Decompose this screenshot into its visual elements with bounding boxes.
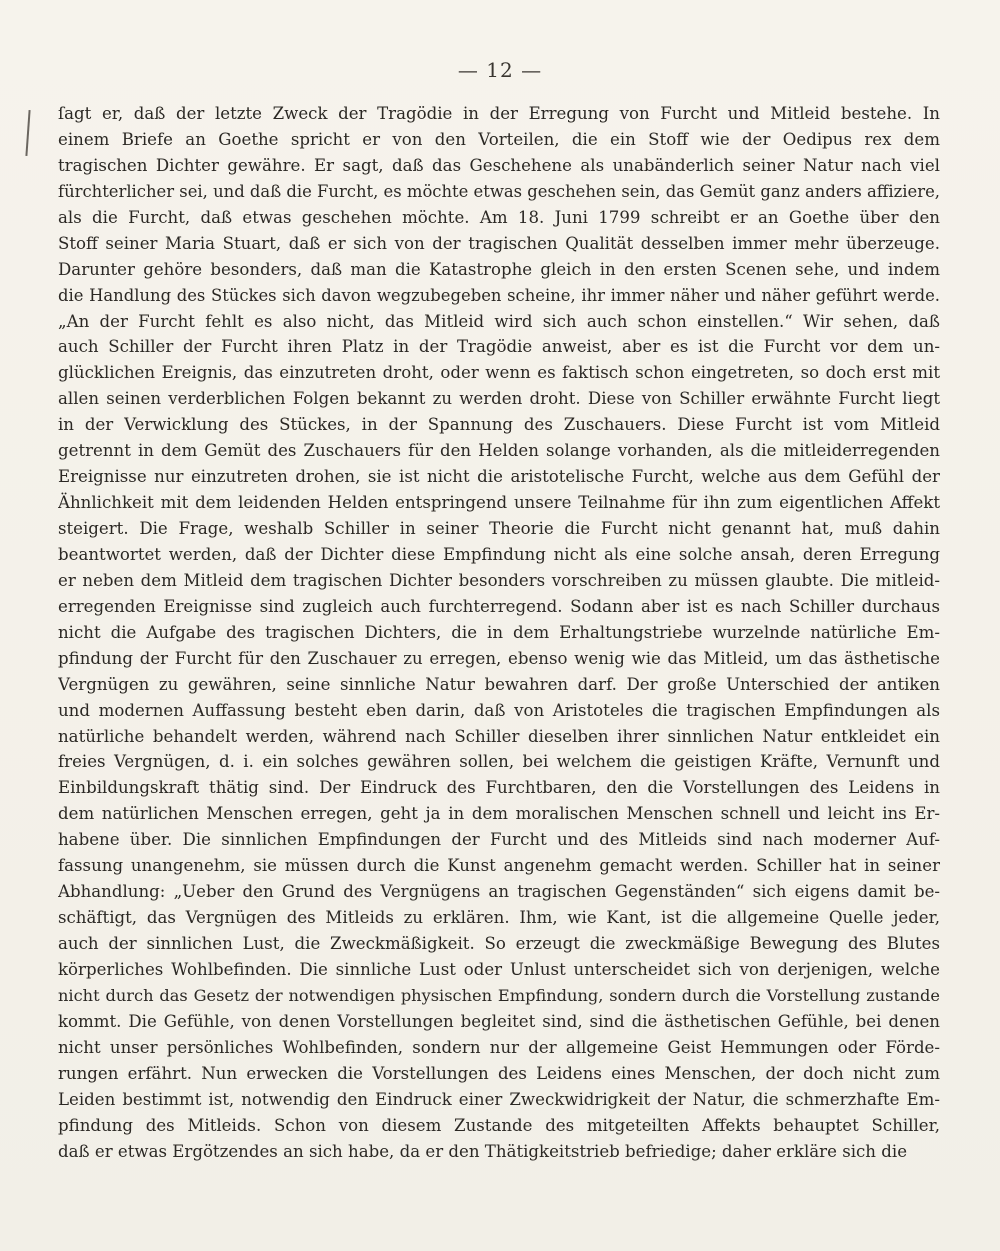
text-line: allen seinen verderblichen Folgen bekannt zu werden droht. Diese von Schiller erwähnte Furcht liegt xyxy=(58,389,940,409)
text-line: daß er etwas Ergötzendes an sich habe, da er den Thätigkeitstrieb befriedige; daher erkläre sich die xyxy=(58,1141,908,1161)
text-line: nicht durch das Gesetz der notwendigen physischen Empfindung, sondern durch die Vorstellung zustande xyxy=(58,985,940,1005)
page-number: — 12 — xyxy=(457,58,543,82)
margin-mark xyxy=(25,110,30,156)
text-line: in der Verwicklung des Stückes, in der Spannung des Zuschauers. Diese Furcht ist vom Mitleid xyxy=(58,415,940,435)
text-line: pfindung der Furcht für den Zuschauer zu erregen, ebenso wenig wie das Mitleid, um das ästhetische xyxy=(58,648,940,668)
text-line: tragischen Dichter gewähre. Er sagt, daß das Geschehene als unabänderlich seiner Natur nach viel xyxy=(58,155,940,175)
text-line: Abhandlung: „Ueber den Grund des Vergnügens an tragischen Gegenständen“ sich eigens damit be- xyxy=(58,882,940,902)
text-line: Darunter gehöre besonders, daß man die Katastrophe gleich in den ersten Scenen sehe, und indem xyxy=(58,259,940,279)
text-line: glücklichen Ereignis, das einzutreten droht, oder wenn es faktisch schon eingetreten, so doch erst mit xyxy=(58,363,940,383)
text-line: auch der sinnlichen Lust, die Zweckmäßigkeit. So erzeugt die zweckmäßige Bewegung des Blutes xyxy=(58,934,940,953)
text-line: natürliche behandelt werden, während nach Schiller dieselben ihrer sinnlichen Natur entkleidet ein xyxy=(58,726,940,746)
text-line: er neben dem Mitleid dem tragischen Dichter besonders vorschreiben zu müssen glaubte. Die mitleid- xyxy=(58,570,940,590)
text-line: auch Schiller der Furcht ihren Platz in der Tragödie anweist, aber es ist die Furcht vor dem un- xyxy=(58,337,940,357)
text-line: fassung unangenehm, sie müssen durch die Kunst angenehm gemacht werden. Schiller hat in seiner xyxy=(58,856,940,876)
text-line: Ereignisse nur einzutreten drohen, sie ist nicht die aristotelische Furcht, welche aus dem Gefühl der xyxy=(58,467,940,487)
text-line: schäftigt, das Vergnügen des Mitleids zu erklären. Ihm, wie Kant, ist die allgemeine Quelle jeder, xyxy=(58,908,940,928)
text-line: steigert. Die Frage, weshalb Schiller in seiner Theorie die Furcht nicht genannt hat, muß dahin xyxy=(58,519,940,538)
text-line: körperliches Wohlbefinden. Die sinnliche Lust oder Unlust unterscheidet sich von derjenigen, welche xyxy=(58,959,940,979)
text-line: ſagt er, daß der letzte Zweck der Tragödie in der Erregung von Furcht und Mitleid bestehe. In xyxy=(58,104,940,123)
text-line: dem natürlichen Menschen erregen, geht ja in dem moralischen Menschen schnell und leicht ins Er- xyxy=(58,804,940,824)
text-line: Vergnügen zu gewähren, seine sinnliche Natur bewahren darf. Der große Unterschied der antiken xyxy=(58,674,940,694)
text-line: fürchterlicher sei, und daß die Furcht, es möchte etwas geschehen sein, das Gemüt ganz anders affiziere, xyxy=(58,181,940,201)
text-line: kommt. Die Gefühle, von denen Vorstellungen begleitet sind, sind die ästhetischen Gefühle, bei denen xyxy=(58,1011,940,1031)
text-line: beantwortet werden, daß der Dichter diese Empfindung nicht als eine solche ansah, deren Erregung xyxy=(58,544,940,564)
text-line: Leiden bestimmt ist, notwendig den Eindruck einer Zweckwidrigkeit der Natur, die schmerzhafte Em- xyxy=(58,1089,940,1109)
text-line: nicht die Aufgabe des tragischen Dichters, die in dem Erhaltungstriebe wurzelnde natürliche Em- xyxy=(58,622,940,642)
text-line: nicht unser persönliches Wohlbefinden, sondern nur der allgemeine Geist Hemmungen oder Förde- xyxy=(58,1037,940,1057)
text-line: getrennt in dem Gemüt des Zuschauers für den Helden solange vorhanden, als die mitleiderregenden xyxy=(58,441,940,461)
text-line: einem Briefe an Goethe spricht er von den Vorteilen, die ein Stoff wie der Oedipus rex dem xyxy=(58,129,940,149)
text-line: als die Furcht, daß etwas geschehen möchte. Am 18. Juni 1799 schreibt er an Goethe über den xyxy=(58,207,940,227)
text-line: die Handlung des Stückes sich davon wegzubegeben scheine, ihr immer näher und näher geführt werde. xyxy=(58,285,940,305)
text-line: rungen erfährt. Nun erwecken die Vorstellungen des Leidens eines Menschen, der doch nicht zum xyxy=(58,1063,940,1083)
text-line: Stoff seiner Maria Stuart, daß er sich von der tragischen Qualität desselben immer mehr überzeuge. xyxy=(58,233,940,253)
text-line: Ähnlichkeit mit dem leidenden Helden entspringend unsere Teilnahme für ihn zum eigentlichen Affekt xyxy=(58,493,940,513)
text-line: „An der Furcht fehlt es also nicht, das Mitleid wird sich auch schon einstellen.“ Wir sehen, daß xyxy=(58,311,940,331)
body-text xyxy=(58,101,940,1164)
text-line: pfindung des Mitleids. Schon von diesem Zustande des mitgeteilten Affekts behauptet Schiller, xyxy=(58,1115,940,1135)
text-line: freies Vergnügen, d. i. ein solches gewähren sollen, bei welchem die geistigen Kräfte, Vernunft und xyxy=(58,752,940,772)
text-line: erregenden Ereignisse sind zugleich auch furchterregend. Sodann aber ist es nach Schiller durchaus xyxy=(58,596,940,616)
text-line: und modernen Auffassung besteht eben darin, daß von Aristoteles die tragischen Empfindungen als xyxy=(58,700,940,720)
text-line: habene über. Die sinnlichen Empfindungen der Furcht und des Mitleids sind nach moderner Auf- xyxy=(58,830,940,850)
text-line: Einbildungskraft thätig sind. Der Eindruck des Furchtbaren, den die Vorstellungen des Leidens in xyxy=(58,778,940,798)
